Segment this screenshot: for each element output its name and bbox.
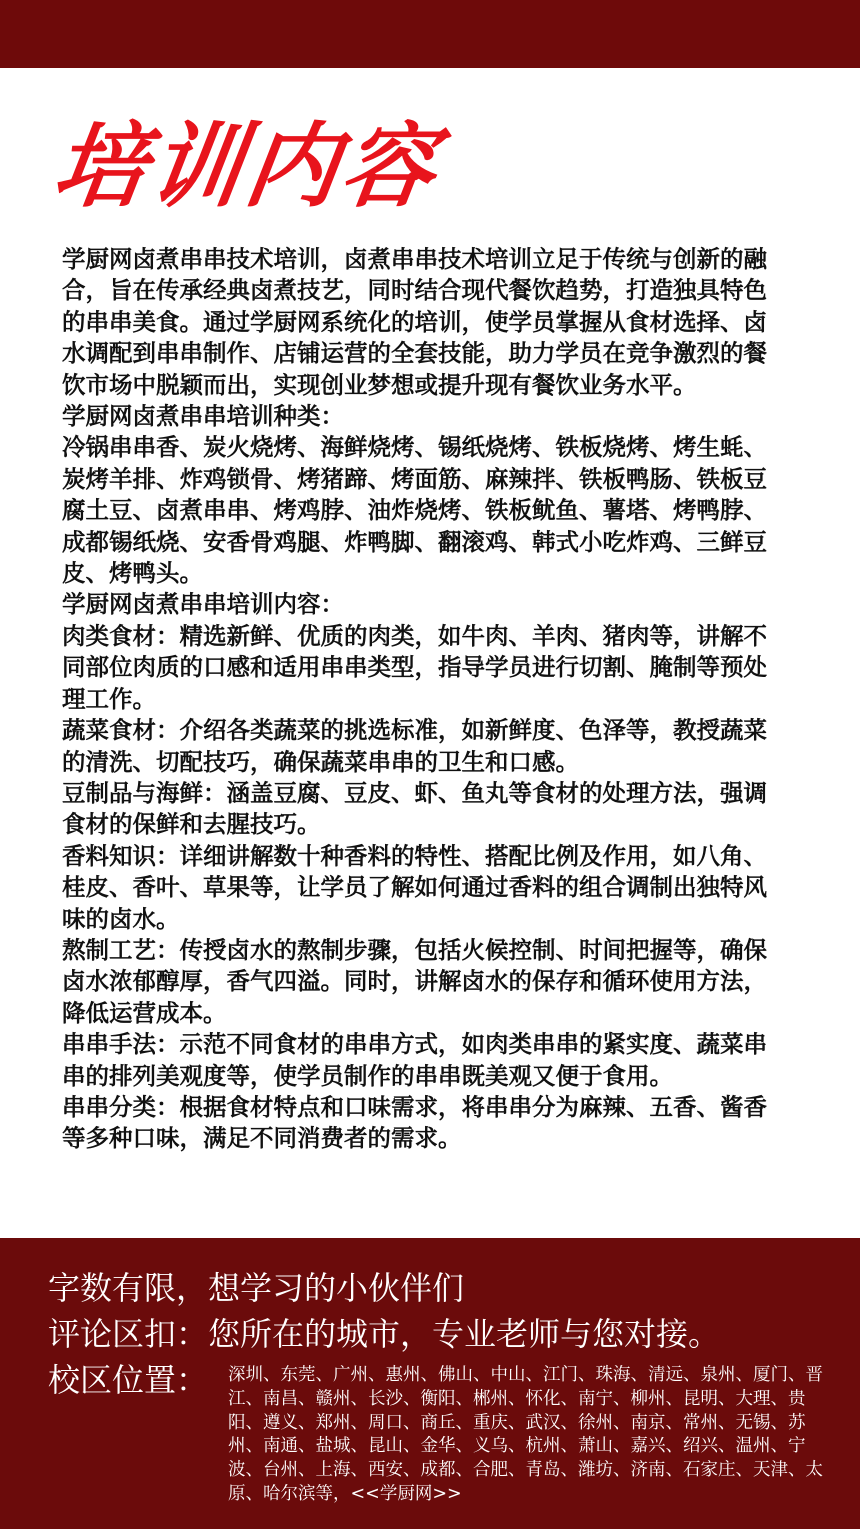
types-list: 冷锅串串香、炭火烧烤、海鲜烧烤、锡纸烧烤、铁板烧烤、烤生蚝、炭烤羊排、炸鸡锁骨、烤猪蹄、烤面筋、麻辣拌、铁板鸭肠、铁板豆腐土豆、卤煮串串、烤鸡脖、油炸烧烤、铁板鱿鱼、薯塔、烤鸭脖、成都锡纸烧、安香骨鸡腿、炸鸭脚、翻滚鸡、韩式小吃炸鸡、三鲜豆皮、烤鸭头。 <box>62 433 767 588</box>
intro-paragraph: 学厨网卤煮串串技术培训，卤煮串串技术培训立足于传统与创新的融合，旨在传承经典卤煮技艺，同时结合现代餐饮趋势，打造独具特色的串串美食。通过学厨网系统化的培训，使学员掌握从食材选择、卤水调配到串串制作、店铺运营的全套技能，助力学员在竞争激烈的餐饮市场中脱颖而出，实现创业梦想或提升现有餐饮业务水平。 <box>62 245 767 399</box>
skewering-paragraph: 串串手法：示范不同食材的串串方式，如肉类串串的紧实度、蔬菜串串的排列美观度等，使学员制作的串串既美观又便于食用。 <box>62 1030 767 1090</box>
footer-panel <box>0 1238 860 1529</box>
top-banner <box>0 0 860 68</box>
boiling-paragraph: 熬制工艺：传授卤水的熬制步骤，包括火候控制、时间把握等，确保卤水浓郁醇厚，香气四溢。同时，讲解卤水的保存和循环使用方法，降低运营成本。 <box>62 935 767 1027</box>
article-body <box>62 244 790 1155</box>
campus-label: 校区位置： <box>48 1361 209 1399</box>
campus-cities-list: 深圳、东莞、广州、惠州、佛山、中山、江门、珠海、清远、泉州、厦门、晋江、南昌、赣州、长沙、衡阳、郴州、怀化、南宁、柳州、昆明、大理、贵阳、遵义、郑州、周口、商丘、重庆、武汉、徐州、南京、常州、无锡、苏州、南通、盐城、昆山、金华、义乌、杭州、萧山、嘉兴、绍兴、温州、宁波、台州、上海、西安、成都、合肥、青岛、潍坊、济南、石家庄、天津、太原、哈尔滨等，<<学厨网>> <box>228 1365 823 1504</box>
spice-paragraph: 香料知识：详细讲解数十种香料的特性、搭配比例及作用，如八角、桂皮、香叶、草果等，让学员了解如何通过香料的组合调制出独特风味的卤水。 <box>62 841 767 933</box>
footer-line-1: 字数有限，想学习的小伙伴们 <box>48 1269 465 1307</box>
section-heading-types: 学厨网卤煮串串培训种类： <box>62 402 344 431</box>
vegetable-paragraph: 蔬菜食材：介绍各类蔬菜的挑选标准，如新鲜度、色泽等，教授蔬菜的清洗、切配技巧，确保蔬菜串串的卫生和口感。 <box>62 716 767 776</box>
meat-paragraph: 肉类食材：精选新鲜、优质的肉类，如牛肉、羊肉、猪肉等，讲解不同部位肉质的口感和适用串串类型，指导学员进行切割、腌制等预处理工作。 <box>62 621 767 713</box>
tofu-seafood-paragraph: 豆制品与海鲜：涵盖豆腐、豆皮、虾、鱼丸等食材的处理方法，强调食材的保鲜和去腥技巧。 <box>62 778 767 839</box>
footer-line-2: 评论区扣：您所在的城市，专业老师与您对接。 <box>48 1315 721 1353</box>
page-title: 培训内容 <box>46 113 446 220</box>
section-heading-content: 学厨网卤煮串串培训内容： <box>62 590 344 619</box>
classification-paragraph: 串串分类：根据食材特点和口味需求，将串串分为麻辣、五香、酱香等多种口味，满足不同消费者的需求。 <box>62 1092 767 1153</box>
